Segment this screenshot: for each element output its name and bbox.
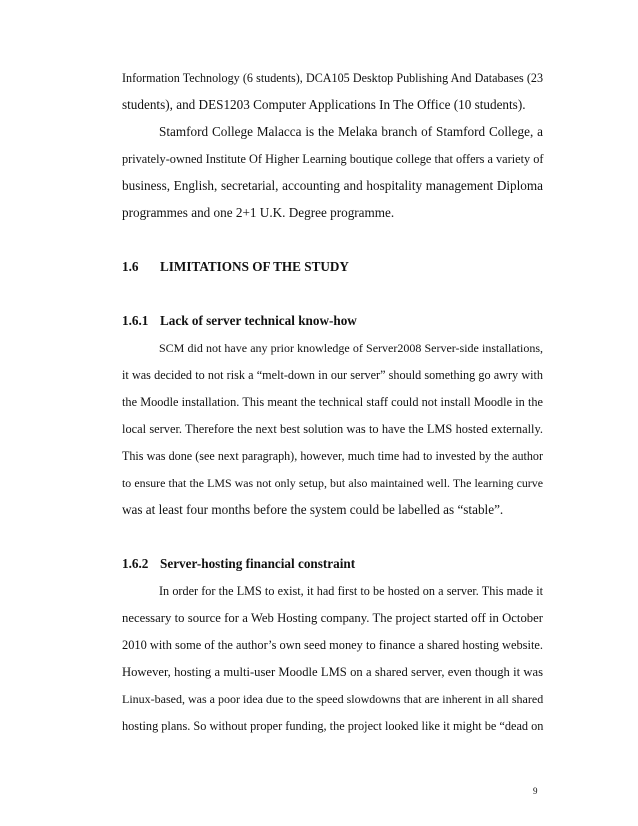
page-number: 9	[533, 786, 538, 796]
s162-line-5: Linux-based, was a poor idea due to the speed slowdowns that are inherent in all shared	[122, 692, 544, 706]
section-1-6-2-title: Server-hosting financial constraint	[160, 556, 356, 571]
s161-line-4: local server. Therefore the next best solution was to have the LMS hosted externally.	[122, 422, 543, 436]
s161-line-7: was at least four months before the system could be labelled as “stable”.	[122, 502, 504, 517]
s162-line-1: In order for the LMS to exist, it had first to be hosted on a server. This made it	[159, 584, 543, 598]
s162-line-2: necessary to source for a Web Hosting company. The project started off in October	[122, 611, 543, 625]
s161-line-1: SCM did not have any prior knowledge of Server2008 Server-side installations,	[159, 341, 543, 355]
s161-line-2: it was decided to not risk a “melt-down in our server” should something go awry with	[122, 368, 543, 382]
stamford-line-1: Stamford College Malacca is the Melaka branch of Stamford College, a	[159, 124, 543, 139]
section-1-6-heading	[122, 259, 349, 275]
stamford-line-4: programmes and one 2+1 U.K. Degree programme.	[122, 205, 395, 220]
intro-line-2: students), and DES1203 Computer Applications In The Office (10 students).	[122, 97, 526, 112]
s162-line-4: However, hosting a multi-user Moodle LMS on a shared server, even though it was	[122, 665, 543, 679]
section-1-6-1-title: Lack of server technical know-how	[160, 313, 357, 328]
s161-line-5: This was done (see next paragraph), however, much time had to invested by the author	[122, 449, 543, 463]
stamford-line-2: privately-owned Institute Of Higher Learning boutique college that offers a variety of	[122, 152, 544, 166]
stamford-line-3: business, English, secretarial, accounting and hospitality management Diploma	[122, 178, 543, 193]
s162-line-3: 2010 with some of the author’s own seed money to finance a shared hosting website.	[122, 638, 543, 652]
section-1-6-2-number: 1.6.2	[122, 556, 149, 571]
section-1-6-number: 1.6	[122, 259, 139, 274]
section-1-6-1-heading	[122, 313, 357, 329]
s161-line-6: to ensure that the LMS was not only setup, but also maintained well. The learning curve	[122, 476, 543, 490]
s161-line-3: the Moodle installation. This meant the technical staff could not install Moodle in the	[122, 395, 543, 409]
intro-line-1: Information Technology (6 students), DCA105 Desktop Publishing And Databases (23	[122, 71, 543, 85]
section-1-6-2-heading	[122, 556, 355, 572]
section-1-6-1-number: 1.6.1	[122, 313, 149, 328]
section-1-6-title: LIMITATIONS OF THE STUDY	[160, 259, 349, 274]
s162-line-6: hosting plans. So without proper funding, the project looked like it might be “dead on	[122, 719, 544, 733]
